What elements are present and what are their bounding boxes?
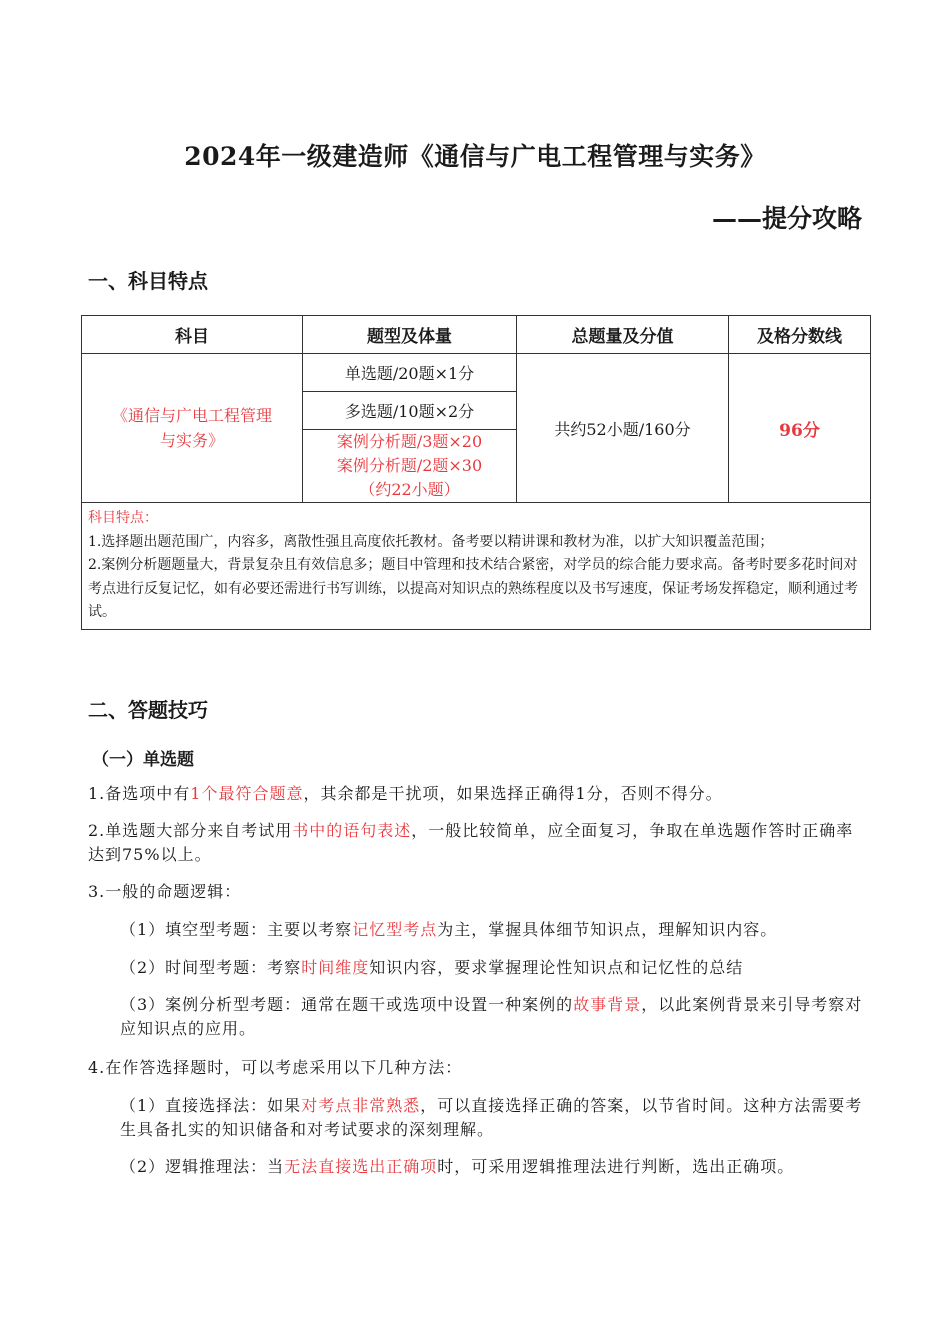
highlight-3-1: 记忆型考点	[352, 920, 438, 939]
paragraph-3-1: （1）填空型考题：主要以考察记忆型考点为主，掌握具体细节知识点，理解知识内容。	[120, 920, 778, 939]
subsection-single-choice: （一）单选题	[92, 750, 194, 770]
single-choice-type: 单选题/20题×1分	[303, 354, 517, 392]
document-title: 2024年一级建造师《通信与广电工程管理与实务》	[184, 142, 766, 171]
highlight-1: 1个最符合题意	[190, 784, 304, 803]
notes-line-1: 1.选择题出题范围广，内容多，离散性强且高度依托教材。备考要以精讲课和教材为准，以扩大知识覆盖范围；	[88, 533, 774, 550]
paragraph-3-2: （2）时间型考题：考察时间维度知识内容，要求掌握理论性知识点和记忆性的总结	[120, 958, 744, 977]
case-type-1: 案例分析题/3题×20	[336, 432, 483, 451]
table-header-row	[82, 316, 871, 354]
document-subtitle: ——提分攻略	[711, 204, 862, 233]
subject-notes	[82, 503, 871, 630]
highlight-4-2: 无法直接选出正确项	[284, 1157, 438, 1176]
section-heading-features: 一、科目特点	[88, 269, 208, 293]
total-cell: 共约52小题/160分	[517, 354, 729, 503]
case-analysis-type	[303, 430, 517, 503]
paragraph-4-2: （2）逻辑推理法：当无法直接选出正确项时，可采用逻辑推理法进行判断，选出正确项。	[120, 1157, 795, 1176]
header-question-types: 题型及体量	[303, 316, 517, 354]
notes-line-2: 2.案例分析题题量大，背景复杂且有效信息多；题目中管理和技术结合紧密，对学员的综合能力要求高。备考时要多花时间对考点进行反复记忆，如有必要还需进行书写训练，以提高对知识点的熟练程度以及书写速度，保证考场发挥稳定，顺利通过考试。	[88, 557, 858, 620]
paragraph-2: 2.单选题大部分来自考试用书中的语句表述，一般比较简单，应全面复习，争取在单选题作答时正确率达到75%以上。	[88, 821, 854, 864]
highlight-3-2: 时间维度	[301, 958, 370, 977]
highlight-2: 书中的语句表述	[292, 821, 412, 840]
multi-choice-type: 多选题/10题×2分	[303, 392, 517, 430]
paragraph-3: 3.一般的命题逻辑：	[88, 882, 242, 901]
section-heading-tips: 二、答题技巧	[88, 698, 208, 722]
subject-cell	[82, 354, 303, 503]
case-type-2: 案例分析题/2题×30	[336, 456, 483, 475]
header-total: 总题量及分值	[517, 316, 729, 354]
notes-label: 科目特点：	[88, 510, 158, 526]
paragraph-1: 1.备选项中有1个最符合题意，其余都是干扰项，如果选择正确得1分，否则不得分。	[88, 784, 723, 803]
header-pass-line: 及格分数线	[729, 316, 871, 354]
paragraph-4: 4.在作答选择题时，可以考虑采用以下几种方法：	[88, 1058, 463, 1077]
subject-name-line1: 《通信与广电工程管理	[111, 406, 272, 425]
subject-name-line2: 与实务》	[159, 431, 224, 450]
highlight-3-3: 故事背景	[573, 995, 642, 1014]
pass-score: 96分	[729, 354, 871, 503]
header-subject: 科目	[82, 316, 303, 354]
highlight-4-1: 对考点非常熟悉	[301, 1096, 421, 1115]
subject-table	[81, 315, 871, 630]
paragraph-4-1: （1）直接选择法：如果对考点非常熟悉，可以直接选择正确的答案，以节省时间。这种方法需要考生具备扎实的知识储备和对考试要求的深刻理解。	[120, 1096, 863, 1139]
paragraph-3-3: （3）案例分析型考题：通常在题干或选项中设置一种案例的故事背景，以此案例背景来引导考察对应知识点的应用。	[120, 995, 863, 1038]
case-type-3: （约22小题）	[359, 480, 460, 499]
